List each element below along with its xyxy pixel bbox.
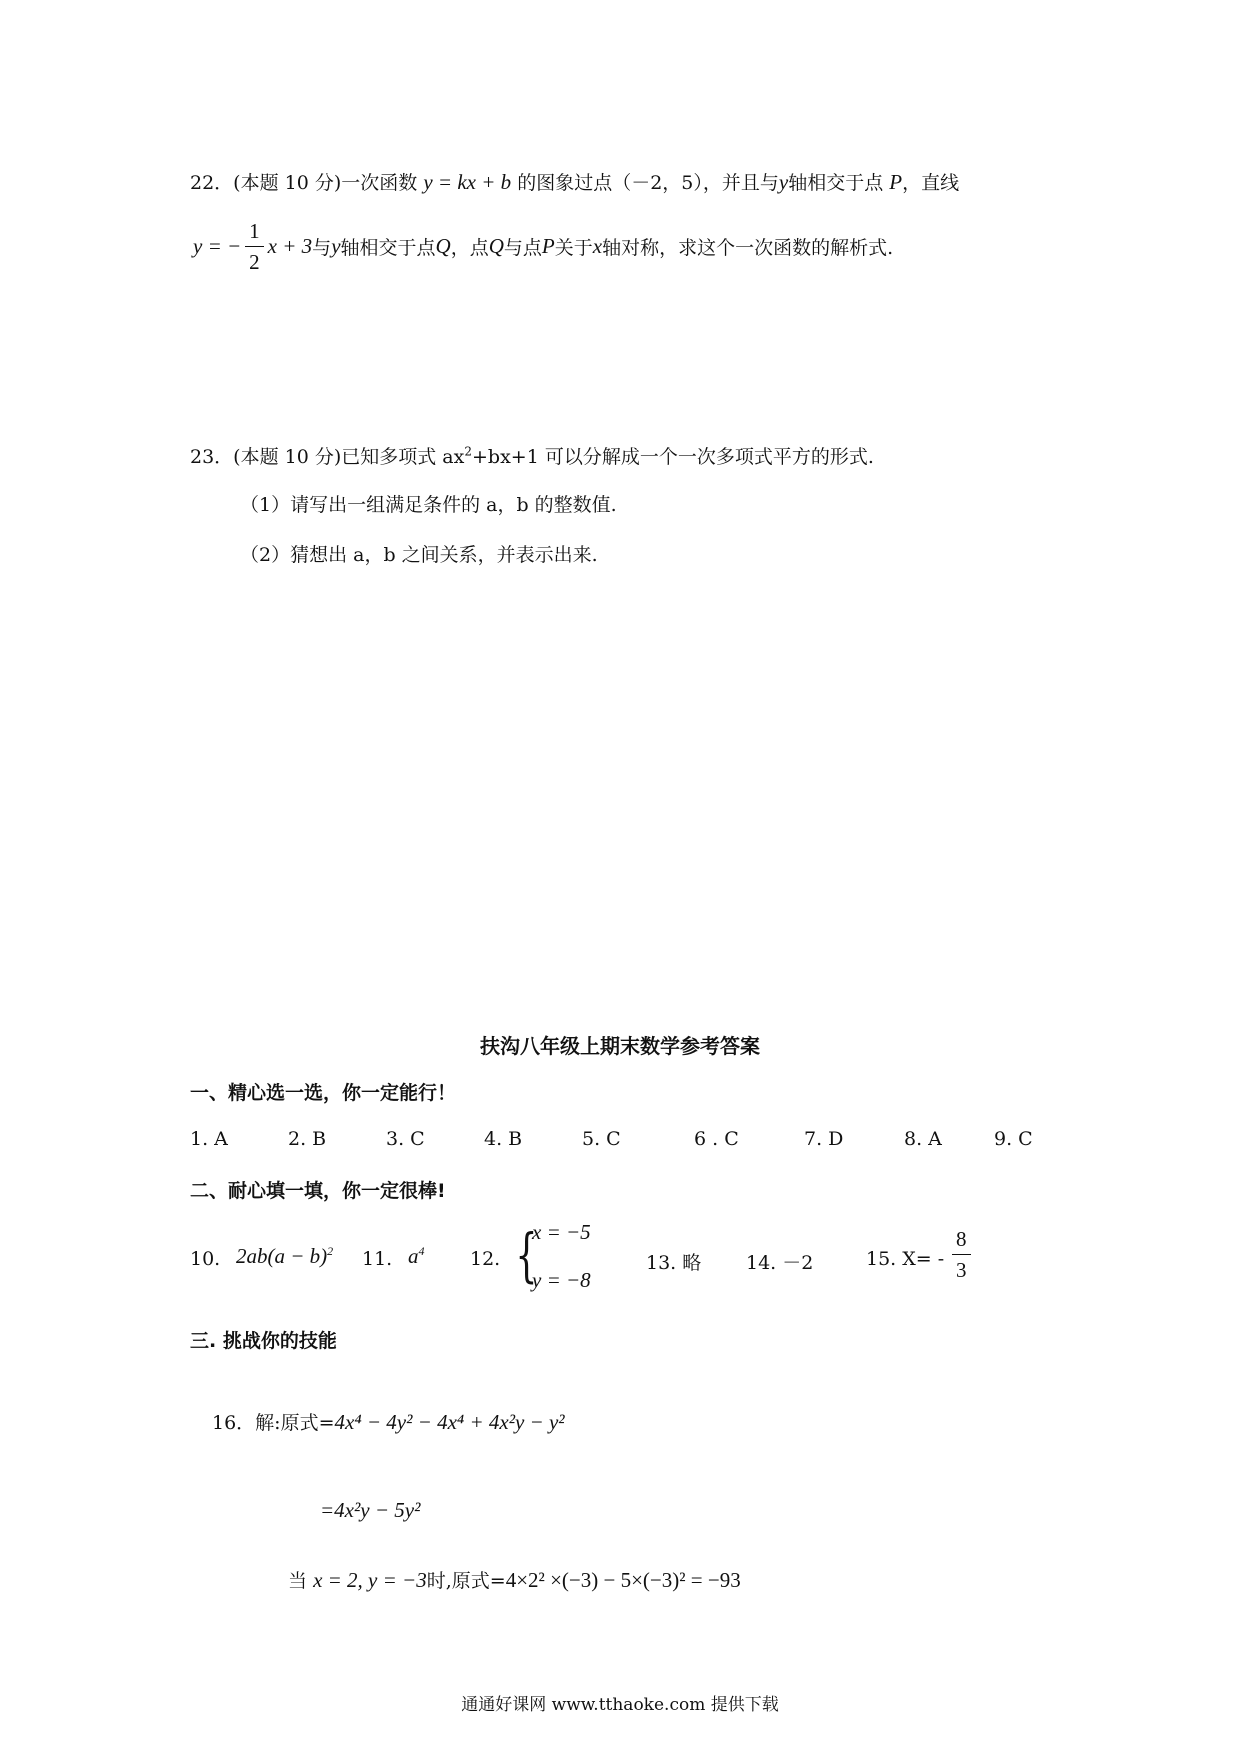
choice-answer: 9. C (994, 1128, 1033, 1150)
choice-answer: 2. B (288, 1128, 327, 1150)
answer-10: $2ab(a - b)^2$ (236, 1244, 334, 1268)
solution-16-line2: =4x²y − 5y² (320, 1498, 421, 1522)
section-2-heading: 二、耐心填一填，你一定很棒! (190, 1180, 446, 1202)
q23-line1: 23．(本题 10 分)已知多项式 $ax^2+bx+1$ 可以分解成一个一次多项式平方的形式. (190, 444, 874, 468)
solution-16-line3: 当 x = 2, y = −3时,原式=4×2² ×(−3) − 5×(−3)² = −93 (288, 1568, 741, 1592)
q22-label: 22．(本题 10 分) (190, 172, 342, 194)
answer-14: 14. －2 (746, 1252, 814, 1274)
q22-line1: 22．(本题 10 分)一次函数 y = kx + b 的图象过点（－2，5），并且与y轴相交于点 P，直线 (190, 170, 960, 194)
page-footer: 通通好课网 www.tthaoke.com 提供下载 (461, 1695, 779, 1715)
answers-title: 扶沟八年级上期末数学参考答案 (480, 1034, 760, 1058)
choice-answer: 7. D (804, 1128, 844, 1150)
q23-sub1: （1）请写出一组满足条件的 a，b 的整数值. (240, 494, 617, 516)
choice-answer: 6 . C (694, 1128, 739, 1150)
choice-answers (0, 1128, 1240, 1158)
fill-answers: 10. $2ab(a - b)^2$ 11. $a^4$ 12. { x = −5 y = −8 13. 略 14. －2 15. X= - $\frac{8}{3}$ (0, 1222, 1240, 1302)
q22-equation-1: y = kx + b (423, 170, 512, 194)
answer-12-y: y = −8 (532, 1268, 591, 1292)
q23-label: 23．(本题 10 分) (190, 446, 342, 468)
answer-12-x: x = −5 (532, 1220, 591, 1244)
choice-answer: 4. B (484, 1128, 523, 1150)
answer-13: 13. 略 (646, 1252, 702, 1274)
choice-answer: 8. A (904, 1128, 942, 1150)
system-brace: { (515, 1221, 538, 1289)
q22-fraction: $\frac{1}{2}$ (245, 218, 264, 275)
section-3-heading: 三. 挑战你的技能 (190, 1330, 337, 1352)
q23-sub2: （2）猜想出 a，b 之间关系，并表示出来. (240, 544, 598, 566)
answer-11: $a^4$ (408, 1244, 425, 1268)
q22-equation-2: y = − (193, 234, 242, 258)
answer-15-fraction: $\frac{8}{3}$ (952, 1226, 971, 1283)
section-1-heading: 一、精心选一选，你一定能行！ (190, 1082, 457, 1104)
solution-16-line1: 16．解:原式=4x⁴ − 4y² − 4x⁴ + 4x²y − y² (212, 1410, 565, 1434)
choice-answer: 1. A (190, 1128, 228, 1150)
choice-answer: 5. C (582, 1128, 621, 1150)
q22-line2: y = − $\frac{1}{2}$ x + 3 与 y 轴相交于点 Q ，点 Q 与点 P 关于 x 轴对称，求这个一次函数的解析式. (193, 219, 894, 274)
choice-answer: 3. C (386, 1128, 425, 1150)
